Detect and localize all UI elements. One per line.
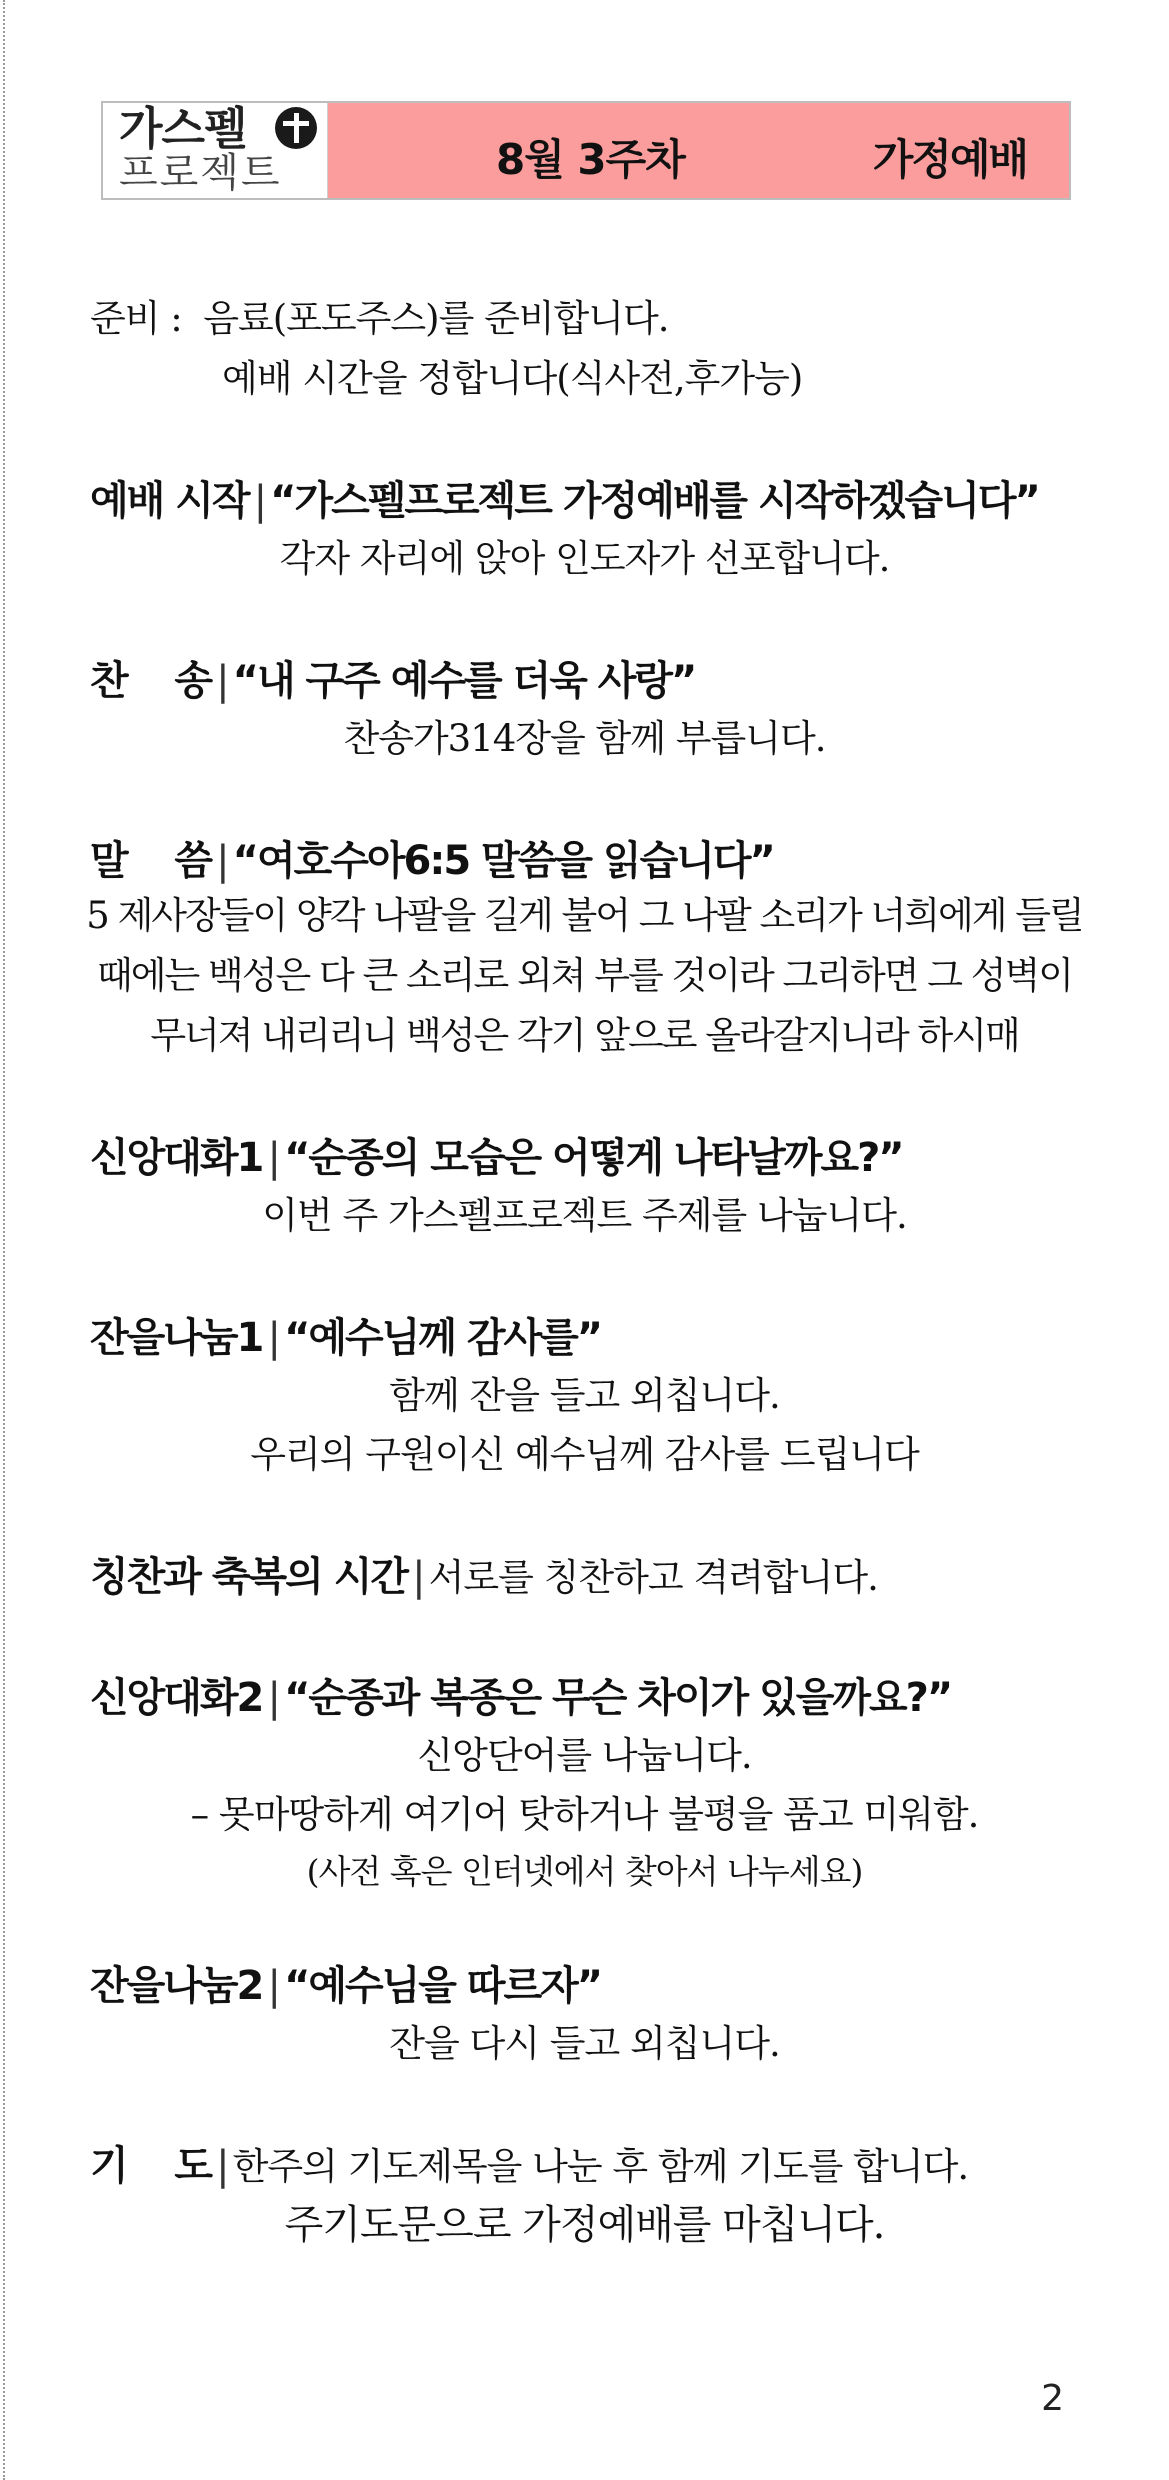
cup2-body: 잔을 다시 들고 외칩니다.: [389, 2022, 780, 2065]
prayer-body-2: 주기도문으로 가정예배를 마칩니다.: [284, 2202, 885, 2248]
praise-label: 칭찬과 축복의 시간: [90, 1554, 407, 1600]
word-body-1: 5 제사장들이 양각 나팔을 길게 불어 그 나팔 소리가 너희에게 들릴: [86, 894, 1083, 937]
talk2-body-1: 신앙단어를 나눕니다.: [417, 1734, 752, 1777]
banner-type: 가정예배: [872, 135, 1027, 184]
talk1-body: 이번 주 가스펠프로젝트 주제를 나눕니다.: [262, 1194, 907, 1237]
talk2-body-2: – 못마땅하게 여기어 탓하거나 불평을 품고 미워함.: [190, 1793, 979, 1836]
start-body: 각자 자리에 앉아 인도자가 선포합니다.: [279, 537, 890, 580]
prep-text-2: 예배 시간을 정합니다(식사전,후가능): [222, 357, 803, 400]
word-body-3: 무너져 내리리니 백성은 각기 앞으로 올라갈지니라 하시매: [150, 1014, 1019, 1057]
talk1-heading: [90, 1135, 903, 1181]
logo-bottom: 프로젝트: [119, 150, 282, 196]
page-edge: [3, 0, 5, 2480]
prep-line-1: [90, 297, 669, 340]
hymn-sep: |: [216, 658, 228, 704]
start-sep: |: [253, 478, 266, 524]
prayer-label: 기 도: [90, 2143, 211, 2189]
start-quote: “가스펠프로젝트 가정예배를 시작하겠습니다”: [270, 478, 1039, 524]
banner-week: 8월 3주차: [496, 135, 685, 184]
prep-label: 준비 :: [90, 297, 182, 340]
hymn-body: 찬송가314장을 함께 부릅니다.: [343, 717, 826, 760]
page-number: 2: [1041, 2378, 1064, 2419]
start-heading: [90, 478, 1039, 524]
word-body-2: 때에는 백성은 다 큰 소리로 외쳐 부를 것이라 그리하면 그 성벽이: [97, 954, 1072, 997]
talk2-quote: “순종과 복종은 무슨 차이가 있을까요?”: [284, 1675, 952, 1721]
banner: [328, 103, 1069, 198]
praise-body: 서로를 칭찬하고 격려합니다.: [428, 1556, 878, 1599]
prayer-sep: |: [216, 2143, 228, 2189]
cup1-body-1: 함께 잔을 들고 외칩니다.: [389, 1374, 780, 1417]
talk1-quote: “순종의 모습은 어떻게 나타날까요?”: [284, 1135, 903, 1181]
talk2-heading: [90, 1675, 952, 1721]
cup1-label: 잔을나눔1: [90, 1315, 263, 1361]
cup1-sep: |: [267, 1315, 279, 1361]
cup1-quote: “예수님께 감사를”: [284, 1315, 602, 1361]
cup2-label: 잔을나눔2: [90, 1963, 263, 2009]
prayer-body-1: 한주의 기도제목을 나눈 후 함께 기도를 합니다.: [232, 2145, 969, 2188]
prep-text-1: 음료(포도주스)를 준비합니다.: [203, 297, 669, 340]
cup2-quote: “예수님을 따르자”: [284, 1963, 602, 2009]
praise-heading: [90, 1554, 878, 1600]
cup2-heading: [90, 1963, 602, 2009]
start-label: 예배 시작: [90, 478, 249, 524]
talk2-label: 신앙대화2: [90, 1675, 263, 1721]
talk2-sep: |: [267, 1675, 279, 1721]
talk1-sep: |: [267, 1135, 279, 1181]
word-quote: “여호수아6:5 말씀을 읽습니다”: [232, 838, 774, 884]
cup2-sep: |: [267, 1963, 279, 2009]
talk2-body-3: (사전 혹은 인터넷에서 찾아서 나누세요): [306, 1852, 863, 1891]
word-label: 말 씀: [90, 838, 211, 884]
word-sep: |: [216, 838, 228, 884]
word-heading: [90, 838, 774, 884]
logo-top: 가스펠: [119, 102, 247, 155]
cross-icon: [275, 107, 317, 149]
prayer-heading: [90, 2143, 969, 2189]
talk1-label: 신앙대화1: [90, 1135, 263, 1181]
praise-sep: |: [412, 1554, 424, 1600]
header: [101, 101, 1071, 200]
cup1-heading: [90, 1315, 602, 1361]
cup1-body-2: 우리의 구원이신 예수님께 감사를 드립니다: [250, 1433, 919, 1476]
hymn-quote: “내 구주 예수를 더욱 사랑”: [232, 658, 696, 704]
hymn-label: 찬 송: [90, 658, 211, 704]
hymn-heading: [90, 658, 696, 704]
logo: [103, 103, 328, 198]
